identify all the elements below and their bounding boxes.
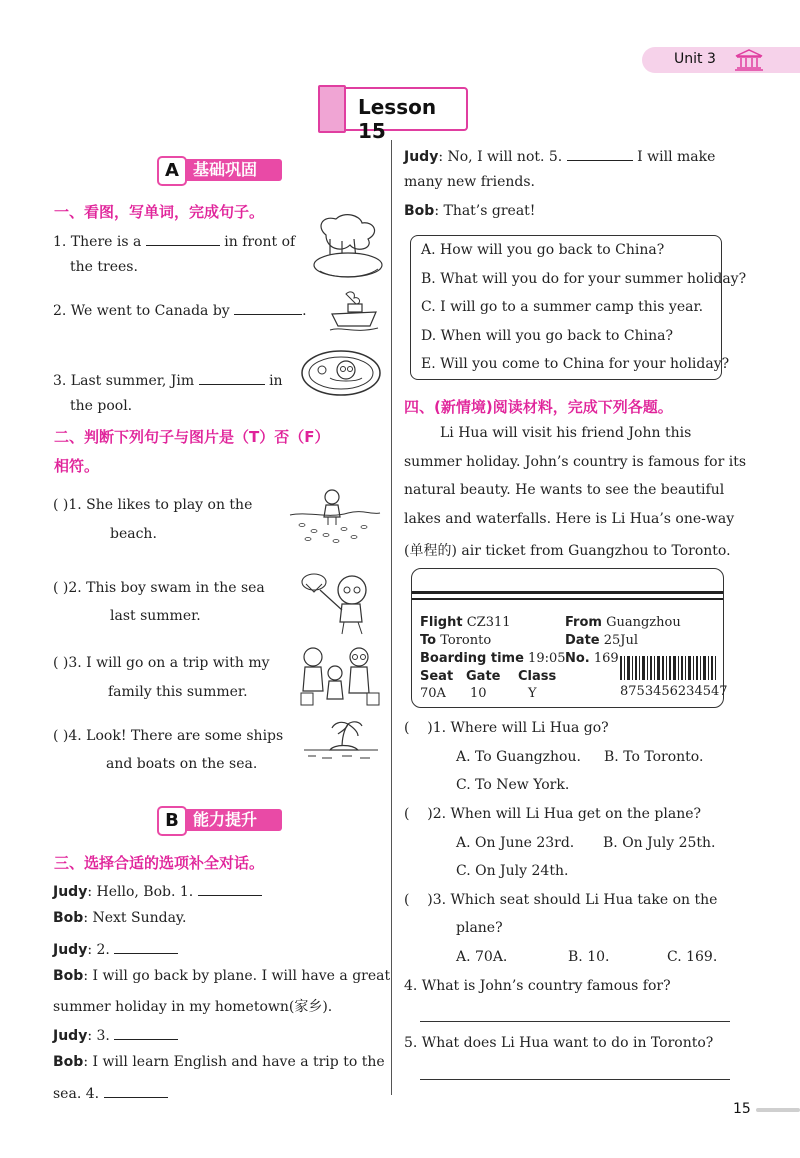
section-b-title: 能力提升	[193, 810, 258, 829]
girl-beach-picture	[288, 487, 382, 545]
unit-tab	[642, 47, 800, 73]
part4-q3: ( )3. Which seat should Li Hua take on the	[404, 892, 718, 908]
section-b-letter: B	[157, 806, 187, 836]
part2-s2: ( )2. This boy swam in the sea	[53, 580, 265, 596]
answer-line-4[interactable]	[420, 1021, 730, 1022]
part4-q3-option-b: B. 10.	[568, 949, 610, 965]
answer-line-5[interactable]	[420, 1079, 730, 1080]
options-box	[410, 235, 747, 380]
part2-title-line1: 二、判断下列句子与图片是（T）否（F）	[54, 428, 330, 446]
passage-line-4: lakes and waterfalls. Here is Li Hua’s one-way	[404, 511, 735, 527]
section-a-letter: A	[157, 156, 187, 186]
dialog-line-4-cont: summer holiday in my hometown(家乡).	[53, 999, 333, 1015]
palm-island-picture	[302, 720, 380, 762]
dialog-line-6: Bob: I will learn English and have a trip to the	[53, 1054, 385, 1070]
part1-q3-cont: the pool.	[70, 398, 133, 414]
part2-s1-cont: beach.	[110, 526, 157, 542]
option-e: E. Will you come to China for your holiday?	[421, 356, 730, 372]
part4-q2-option-c: C. On July 24th.	[456, 863, 569, 879]
ticket-class: Y	[528, 686, 537, 701]
part1-q3: 3. Last summer, Jim in	[53, 370, 283, 389]
dialog-line-7-cont: many new friends.	[404, 174, 535, 190]
ticket-gate: 10	[470, 686, 487, 701]
dialog-line-7: Judy: No, I will not. 5. I will make	[404, 146, 715, 165]
part4-q1-option-b: B. To Toronto.	[604, 749, 704, 765]
ticket-barcode-number: 8753456234547	[620, 684, 728, 699]
option-c: C. I will go to a summer camp this year.	[421, 299, 704, 315]
unit-label: Unit 3	[674, 51, 716, 67]
part1-q2: 2. We went to Canada by .	[53, 300, 307, 319]
part2-s3-cont: family this summer.	[108, 684, 248, 700]
ticket-seat: 70A	[420, 686, 446, 701]
part1-title: 一、看图，写单词，完成句子。	[54, 203, 265, 221]
ticket-gate-label: Gate	[466, 669, 501, 684]
lesson-title: Lesson 15	[358, 95, 437, 143]
family-trip-picture	[297, 645, 381, 707]
dialog-line-2: Bob: Next Sunday.	[53, 910, 187, 926]
temple-icon	[734, 49, 764, 71]
book-icon	[318, 85, 346, 133]
page-decor-bar	[756, 1108, 800, 1112]
passage-line-3: natural beauty. He wants to see the beautiful	[404, 482, 725, 498]
ticket-number: No. 169	[565, 651, 619, 666]
section-a-title: 基础巩固	[193, 160, 258, 179]
part4-title: 四、(新情境)阅读材料，完成下列各题。	[404, 398, 673, 416]
air-ticket	[411, 568, 728, 708]
option-d: D. When will you go back to China?	[421, 328, 673, 344]
boy-net-picture	[300, 570, 378, 636]
part3-title: 三、选择合适的选项补全对话。	[54, 854, 265, 872]
ticket-flight: Flight CZ311	[420, 615, 511, 630]
part4-q2-option-b: B. On July 25th.	[603, 835, 716, 851]
page-number: 15	[733, 1101, 751, 1117]
part4-q1-option-a: A. To Guangzhou.	[456, 749, 581, 765]
part1-q1: 1. There is a in front of	[53, 231, 295, 250]
dialog-line-1: Judy: Hello, Bob. 1.	[53, 881, 262, 900]
ticket-to: To Toronto	[420, 633, 492, 648]
section-b-banner	[157, 806, 282, 832]
part4-q1: ( )1. Where will Li Hua go?	[404, 720, 609, 736]
option-a: A. How will you go back to China?	[421, 242, 665, 258]
ticket-class-label: Class	[518, 669, 557, 684]
lesson-title-box	[322, 87, 468, 143]
part4-q4: 4. What is John’s country famous for?	[404, 978, 671, 994]
pool-swimmer-picture	[300, 348, 382, 398]
part2-s4: ( )4. Look! There are some ships	[53, 728, 284, 744]
dialog-line-6-cont: sea. 4.	[53, 1083, 168, 1102]
ship-picture	[328, 290, 380, 334]
dialog-line-3: Judy: 2.	[53, 939, 178, 958]
section-a-banner	[157, 156, 282, 182]
ticket-from: From Guangzhou	[565, 615, 681, 630]
part2-s4-cont: and boats on the sea.	[106, 756, 258, 772]
part2-s2-cont: last summer.	[110, 608, 201, 624]
part1-q1-cont: the trees.	[70, 259, 138, 275]
part2-s1: ( )1. She likes to play on the	[53, 497, 253, 513]
part4-q3-option-c: C. 169.	[667, 949, 718, 965]
dialog-line-4: Bob: I will go back by plane. I will have a great	[53, 968, 391, 984]
part2-title-line2: 相符。	[54, 457, 100, 475]
barcode-icon	[620, 656, 716, 680]
passage-line-5: (单程的) air ticket from Guangzhou to Toronto.	[404, 543, 731, 559]
column-divider	[391, 140, 392, 1095]
part4-q5: 5. What does Li Hua want to do in Toronto?	[404, 1035, 714, 1051]
passage-line-2: summer holiday. John’s country is famous for its	[404, 454, 747, 470]
part4-q3-cont: plane?	[456, 920, 503, 936]
option-b: B. What will you do for your summer holiday?	[421, 271, 747, 287]
part4-q2-option-a: A. On June 23rd.	[456, 835, 575, 851]
island-tree-picture	[308, 213, 386, 281]
part4-q1-option-c: C. To New York.	[456, 777, 570, 793]
ticket-seat-label: Seat	[420, 669, 454, 684]
dialog-line-8: Bob: That’s great!	[404, 203, 536, 219]
part2-s3: ( )3. I will go on a trip with my	[53, 655, 270, 671]
dialog-line-5: Judy: 3.	[53, 1025, 178, 1044]
ticket-boarding-time: Boarding time 19:05	[420, 651, 566, 666]
part4-q3-option-a: A. 70A.	[456, 949, 508, 965]
passage-line-1: Li Hua will visit his friend John this	[440, 425, 692, 441]
ticket-date: Date 25Jul	[565, 633, 639, 648]
part4-q2: ( )2. When will Li Hua get on the plane?	[404, 806, 702, 822]
